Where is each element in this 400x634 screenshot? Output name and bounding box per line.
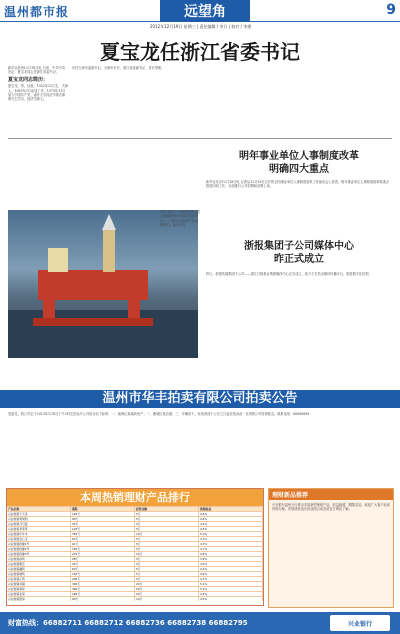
table-cell: 3.9% bbox=[199, 557, 263, 561]
table-cell: 270天 bbox=[71, 552, 135, 556]
table-cell: 兴业财富天天金 bbox=[7, 512, 71, 516]
table-cell: 4.6% bbox=[199, 572, 263, 576]
table-cell: 5.0% bbox=[199, 532, 263, 536]
newspaper-logo: 温州都市报 bbox=[4, 5, 70, 19]
lead-column-2 bbox=[72, 66, 322, 126]
table-row bbox=[7, 556, 263, 561]
table-cell: 兴业财富季季享 bbox=[7, 527, 71, 531]
table-cell: 200天 bbox=[71, 577, 135, 581]
table-row bbox=[7, 566, 263, 571]
table-cell: 兴业财富银享 bbox=[7, 597, 71, 601]
table-cell: 5万 bbox=[135, 517, 199, 521]
table-cell: 20万 bbox=[135, 592, 199, 596]
table-cell: 91天 bbox=[71, 542, 135, 546]
table-row bbox=[7, 541, 263, 546]
table-cell: 10万 bbox=[135, 597, 199, 601]
table-cell: 5.1% bbox=[199, 582, 263, 586]
table-header bbox=[7, 506, 263, 511]
table-cell: 兴业财富卓越 bbox=[7, 582, 71, 586]
table-title: 本周热销理财产品排行 bbox=[7, 489, 263, 506]
table-row bbox=[7, 516, 263, 521]
table-cell: 60天 bbox=[71, 567, 135, 571]
table-cell: 5万 bbox=[135, 557, 199, 561]
table-cell: 300天 bbox=[71, 582, 135, 586]
dateline: 2012年12月19日 星期三 | 责任编辑 / 李旦 | 校对 / 李建 bbox=[150, 24, 252, 29]
table-cell: 360天 bbox=[71, 587, 135, 591]
table-cell: 兴业财富月月盈 bbox=[7, 522, 71, 526]
table-cell: 兴业财富增利 bbox=[7, 572, 71, 576]
table-cell: 5万 bbox=[135, 567, 199, 571]
col-header: 产品名称 bbox=[7, 507, 71, 511]
table-cell: 兴业财富鑫利 bbox=[7, 567, 71, 571]
table-cell: 兴业财富稳健3号 bbox=[7, 552, 71, 556]
table-row bbox=[7, 581, 263, 586]
table-cell: 5万 bbox=[135, 542, 199, 546]
table-cell: 4.4% bbox=[199, 517, 263, 521]
table-cell: 4.9% bbox=[199, 592, 263, 596]
col-header: 预期收益 bbox=[199, 507, 263, 511]
table-cell: 90天 bbox=[71, 517, 135, 521]
table-cell: 兴业财富汇利 bbox=[7, 577, 71, 581]
table-cell: 4.7% bbox=[199, 547, 263, 551]
table-cell: 10万 bbox=[135, 532, 199, 536]
lead-headline: 夏宝龙任浙江省委书记 bbox=[100, 40, 300, 64]
table-cell: 5万 bbox=[135, 562, 199, 566]
lead-para-3: 历任天津市委副书记、天津市市长，浙江省委副书记、省长等职。 bbox=[72, 66, 165, 70]
table-cell: 兴业财富聚宝 bbox=[7, 562, 71, 566]
story3-headline: 浙报集团子公司媒体中心 昨正式成立 bbox=[244, 241, 354, 265]
table-cell: 4.0% bbox=[199, 562, 263, 566]
story2-headline: 明年事业单位人事制度改革 明确四大重点 bbox=[239, 151, 359, 175]
table-cell: 28天 bbox=[71, 557, 135, 561]
table-cell: 4.2% bbox=[199, 567, 263, 571]
table-cell: 180天 bbox=[71, 592, 135, 596]
table-row bbox=[7, 576, 263, 581]
table-cell: 63天 bbox=[71, 537, 135, 541]
table-cell: 兴业财富金享 bbox=[7, 592, 71, 596]
table-cell: 365天 bbox=[71, 532, 135, 536]
table-cell: 5万 bbox=[135, 572, 199, 576]
table-cell: 5万 bbox=[135, 577, 199, 581]
table-cell: 4.1% bbox=[199, 537, 263, 541]
table-row bbox=[7, 546, 263, 551]
table-cell: 5万 bbox=[135, 547, 199, 551]
col-header: 期限 bbox=[71, 507, 135, 511]
table-cell: 4.5% bbox=[199, 527, 263, 531]
masthead bbox=[0, 0, 400, 22]
footer-bar: 财富热线：66882711 66882712 66882736 66882738 66882795 bbox=[0, 612, 400, 634]
table-cell: 5万 bbox=[135, 522, 199, 526]
lead-column-1 bbox=[8, 66, 68, 126]
photo-caption: 12月18日，中国首座自主设计建造的深水半潜式钻井平台——“海洋石油981”在南海停泊。新华社发 bbox=[160, 210, 200, 228]
table-cell: 5万 bbox=[135, 512, 199, 516]
table-cell: 5万 bbox=[135, 527, 199, 531]
table-row bbox=[7, 571, 263, 576]
table-cell: 兴业财富年年丰 bbox=[7, 532, 71, 536]
table-row bbox=[7, 591, 263, 596]
table-cell: 4.7% bbox=[199, 577, 263, 581]
wealth-table bbox=[6, 488, 264, 606]
table-row bbox=[7, 531, 263, 536]
table-cell: 兴业财富周周利 bbox=[7, 517, 71, 521]
story3-body: 昨日，浙报传媒集团子公司——浙江日报报业集团媒体中心正式成立，致力于打造全媒体传播平台，推进数字化转型。 bbox=[206, 272, 372, 276]
section-title: 远望角 bbox=[160, 0, 250, 22]
page-number: 9 bbox=[386, 2, 396, 18]
table-cell: 181天 bbox=[71, 547, 135, 551]
table-row bbox=[7, 586, 263, 591]
table-cell: 90天 bbox=[71, 597, 135, 601]
bank-logo: 兴业银行 bbox=[330, 615, 390, 631]
table-row bbox=[7, 551, 263, 556]
table-cell: 50万 bbox=[135, 587, 199, 591]
promo-body: 兴业银行温州分行推出多款新型理财产品，收益稳健，期限灵活，欢迎广大客户前来咨询办理。详情请致电各营业网点或登录官方网站了解。 bbox=[272, 503, 390, 512]
table-cell: 5万 bbox=[135, 537, 199, 541]
table-row bbox=[7, 536, 263, 541]
lead-para-1: 新华社杭州12月18日电 日前，中共中央决定：夏宝龙同志任浙江省委书记。 bbox=[8, 66, 65, 75]
table-row bbox=[7, 561, 263, 566]
table-row bbox=[7, 521, 263, 526]
table-cell: 兴业财富稳健2号 bbox=[7, 547, 71, 551]
table-cell: 10万 bbox=[135, 552, 199, 556]
table-cell: 20万 bbox=[135, 582, 199, 586]
lead-subhead: 夏宝龙同志简历： bbox=[8, 76, 49, 83]
auction-banner: 温州市华丰拍卖有限公司拍卖公告 bbox=[0, 390, 400, 408]
table-row bbox=[7, 596, 263, 601]
table-row bbox=[7, 511, 263, 516]
divider bbox=[8, 138, 392, 139]
table-cell: 4.2% bbox=[199, 522, 263, 526]
table-cell: 4.5% bbox=[199, 597, 263, 601]
promo-title: 理财新品推荐 bbox=[269, 489, 393, 500]
table-cell: 150天 bbox=[71, 572, 135, 576]
table-cell: 4.3% bbox=[199, 542, 263, 546]
col-header: 起售金额 bbox=[135, 507, 199, 511]
table-cell: 兴业财富尊享 bbox=[7, 587, 71, 591]
table-cell: 4.6% bbox=[199, 512, 263, 516]
table-cell: 5.3% bbox=[199, 587, 263, 591]
auction-text: 受委托，我公司定于2013年1月8日下午2时在拍卖厅公开拍卖以下标的：一、瓯海区某地块房产；二、鹿城区某店面；三、车辆若干。有意者请于公告之日起至拍卖前一日到我公司咨询报名。联系电话：88888888 bbox=[8, 412, 310, 416]
table-cell: 兴业财富添利 bbox=[7, 557, 71, 561]
table-cell: 182天 bbox=[71, 512, 135, 516]
table-cell: 45天 bbox=[71, 562, 135, 566]
table-cell: 35天 bbox=[71, 522, 135, 526]
promo-box bbox=[268, 488, 394, 608]
table-cell: 兴业财富稳健1号 bbox=[7, 542, 71, 546]
table-row bbox=[7, 526, 263, 531]
table-cell: 4.8% bbox=[199, 552, 263, 556]
table-cell: 120天 bbox=[71, 527, 135, 531]
table-cell: 兴业财富安心宝 bbox=[7, 537, 71, 541]
story2-body: 新华社北京12月18日电 记者从12月18日召开的全国事业单位人事制度改革工作座谈会上获悉，明年事业单位人事制度改革将重点推进四项工作，全面推行公开招聘和竞聘上岗。 bbox=[206, 180, 389, 189]
lead-para-2: 夏宝龙，男，汉族，1952年12月生，天津人，1969年3月参加工作，1973年11月加入中国共产党，南开大学经济学系在职研究生学历，经济学硕士。 bbox=[8, 84, 68, 102]
